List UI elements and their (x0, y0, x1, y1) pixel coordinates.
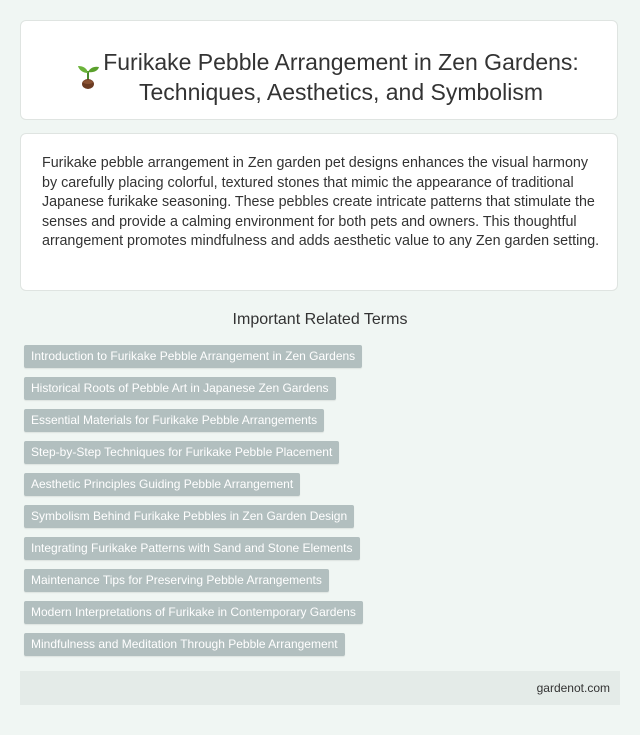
related-term-link[interactable]: Historical Roots of Pebble Art in Japanese Zen Gardens (24, 377, 336, 400)
related-term-item (24, 569, 363, 592)
related-term-item (24, 473, 363, 496)
related-terms-list (24, 345, 363, 665)
related-term-item (24, 441, 363, 464)
related-term-item (24, 377, 363, 400)
related-terms-heading: Important Related Terms (232, 311, 408, 328)
summary-card (20, 133, 618, 291)
related-term-link[interactable]: Integrating Furikake Patterns with Sand and Stone Elements (24, 537, 360, 560)
related-term-link[interactable]: Maintenance Tips for Preserving Pebble Arrangements (24, 569, 329, 592)
related-term-link[interactable]: Mindfulness and Meditation Through Pebble Arrangement (24, 633, 345, 656)
footer-site-link[interactable]: gardenot.com (536, 681, 610, 695)
title-card (20, 20, 618, 120)
related-term-link[interactable]: Step-by-Step Techniques for Furikake Pebble Placement (24, 441, 339, 464)
related-term-item (24, 345, 363, 368)
page-title: Furikake Pebble Arrangement in Zen Gardens: Techniques, Aesthetics, and Symbolism (103, 49, 579, 105)
related-term-item (24, 537, 363, 560)
related-term-link[interactable]: Symbolism Behind Furikake Pebbles in Zen Garden Design (24, 505, 354, 528)
related-term-item (24, 505, 363, 528)
related-term-item (24, 633, 363, 656)
related-term-link[interactable]: Essential Materials for Furikake Pebble Arrangements (24, 409, 324, 432)
summary-paragraph: Furikake pebble arrangement in Zen garden pet designs enhances the visual harmony by carefully placing colorful, textured stones that mimic the appearance of traditional Japanese furikake seasoning. These pebbles create intricate patterns that stimulate the senses and provide a calming environment for both pets and owners. This thoughtful arrangement promotes mindfulness and adds aesthetic value to any Zen garden setting. (42, 155, 600, 250)
footer-bar (20, 671, 620, 705)
related-term-item (24, 601, 363, 624)
related-term-link[interactable]: Aesthetic Principles Guiding Pebble Arrangement (24, 473, 300, 496)
related-term-item (24, 409, 363, 432)
related-term-link[interactable]: Modern Interpretations of Furikake in Contemporary Gardens (24, 601, 363, 624)
related-term-link[interactable]: Introduction to Furikake Pebble Arrangement in Zen Gardens (24, 345, 362, 368)
